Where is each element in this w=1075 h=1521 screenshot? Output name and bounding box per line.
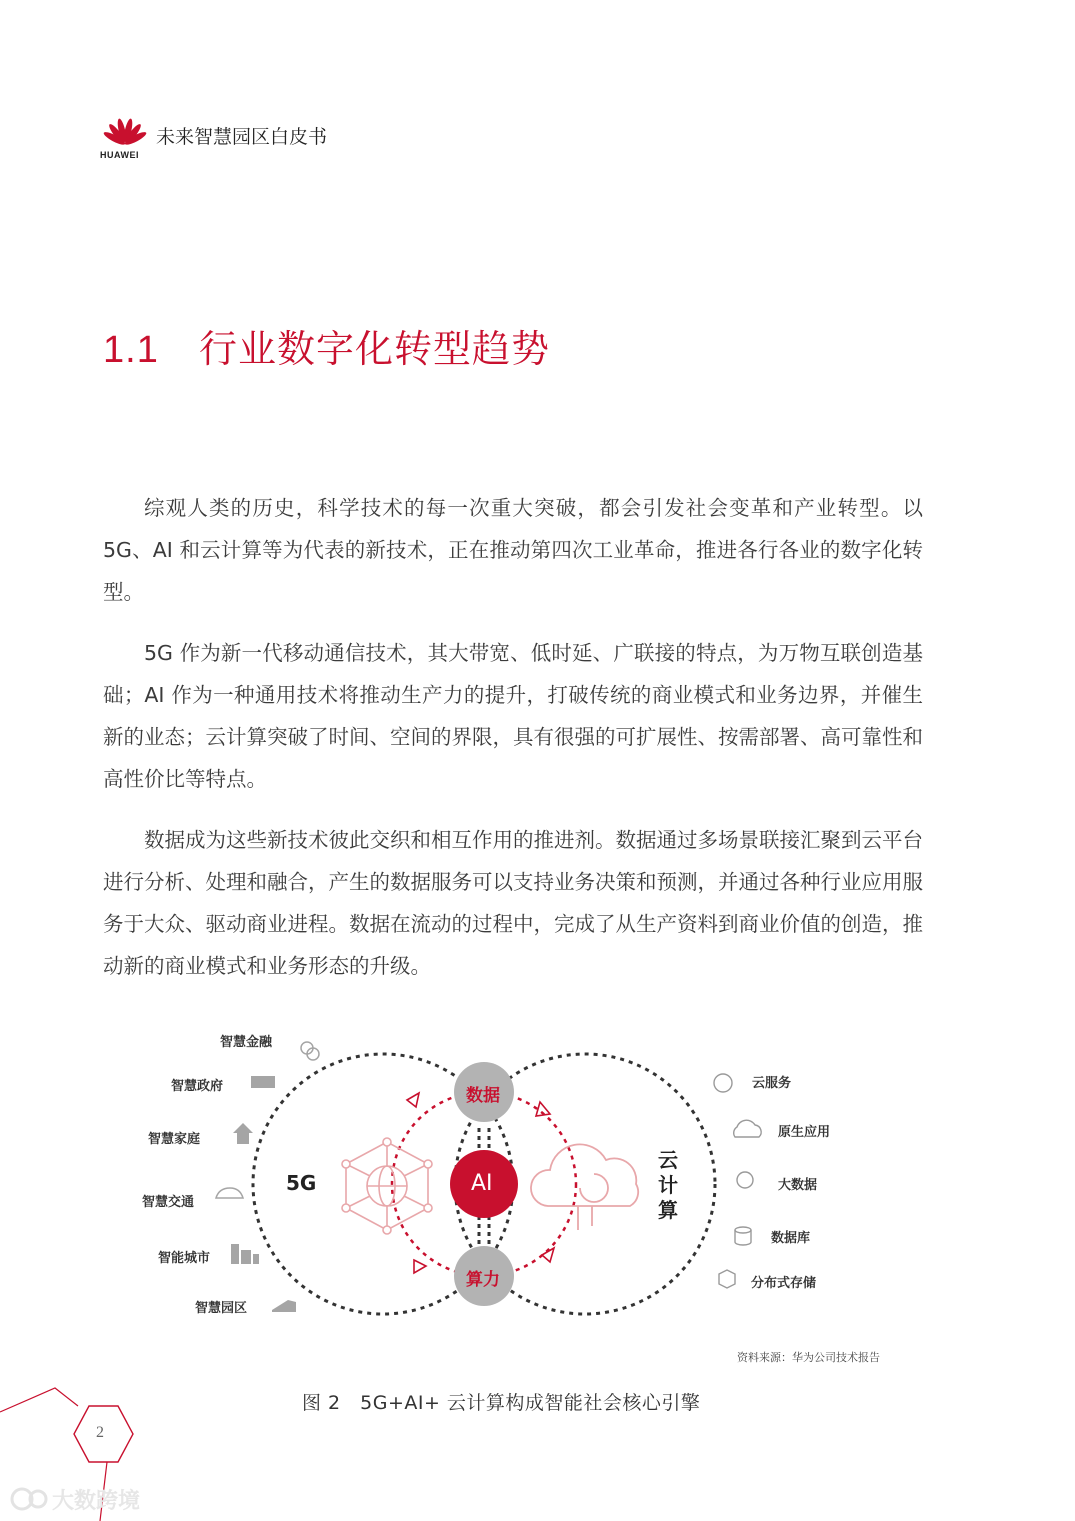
watermark-text: 大数跨境 <box>52 1489 141 1514</box>
data-node-label: 数据 <box>466 1086 500 1106</box>
left-item: 智慧家庭 <box>148 1132 201 1147</box>
figure-caption: 图 2 5G+AI+ 云计算构成智能社会核心引擎 <box>302 1392 701 1414</box>
watermark-logo-icon <box>8 1484 52 1514</box>
left-item: 智慧政府 <box>171 1079 224 1094</box>
5g-label: 5G <box>286 1171 317 1195</box>
bigdata-icon <box>737 1172 753 1188</box>
ai-node-label: AI <box>471 1171 493 1196</box>
right-item: 原生应用 <box>778 1125 831 1140</box>
traffic-icon <box>216 1188 243 1198</box>
city-icon <box>231 1244 239 1264</box>
right-item: 分布式存储 <box>751 1276 817 1291</box>
cloud-service-icon <box>714 1074 732 1092</box>
network-icon <box>346 1142 428 1230</box>
paragraph: 数据成为这些新技术彼此交织和相互作用的推进剂。数据通过多场景联接汇聚到云平台进行分析、处理和融合，产生的数据服务可以支持业务决策和预测，并通过各种行业应用服务于大众、驱动商业进程。数据在流动的过程中，完成了从生产资料到商业价值的创造，推动新的商业模式和业务形态的升级。 <box>103 828 923 978</box>
storage-icon <box>719 1270 735 1288</box>
home-icon <box>233 1123 253 1144</box>
figure-diagram <box>130 1020 900 1380</box>
cloud-icon <box>531 1144 638 1230</box>
page-number: 2 <box>96 1424 104 1441</box>
right-item: 云服务 <box>752 1076 792 1091</box>
right-item: 数据库 <box>771 1231 811 1246</box>
park-icon <box>272 1300 296 1312</box>
paragraph: 5G 作为新一代移动通信技术，其大带宽、低时延、广联接的特点，为万物互联创造基础；AI 作为一种通用技术将推动生产力的提升，打破传统的商业模式和业务边界，并催生新的业态；云计算突破了时间、空间的界限，具有很强的可扩展性、按需部署、高可靠性和高性价比等特点。 <box>103 641 923 791</box>
left-item: 智慧园区 <box>195 1301 248 1316</box>
compute-node-label: 算力 <box>466 1270 500 1290</box>
arrow-icon <box>407 1093 419 1107</box>
logo-wordmark: HUAWEI <box>100 150 139 160</box>
arrow-icon <box>414 1260 426 1273</box>
left-item: 智慧金融 <box>220 1035 273 1050</box>
left-item: 智能城市 <box>158 1251 211 1266</box>
section-heading <box>103 318 550 373</box>
section-number: 1.1 <box>103 329 159 371</box>
database-icon <box>735 1227 751 1233</box>
native-app-icon <box>734 1120 761 1137</box>
body-text <box>103 487 923 1006</box>
document-title: 未来智慧园区白皮书 <box>156 126 328 148</box>
right-item: 大数据 <box>778 1178 818 1193</box>
page-header <box>100 110 500 170</box>
left-item: 智慧交通 <box>142 1195 195 1210</box>
section-title: 行业数字化转型趋势 <box>199 327 551 371</box>
finance-icon <box>301 1042 319 1060</box>
figure-source: 资料来源：华为公司技术报告 <box>737 1351 880 1364</box>
right-icons <box>714 1074 761 1288</box>
cloud-computing-label: 云计算 <box>658 1148 678 1222</box>
paragraph: 综观人类的历史，科学技术的每一次重大突破，都会引发社会变革和产业转型。以 5G、AI 和云计算等为代表的新技术，正在推动第四次工业革命，推进各行各业的数字化转型。 <box>103 496 923 604</box>
government-icon <box>251 1076 275 1088</box>
